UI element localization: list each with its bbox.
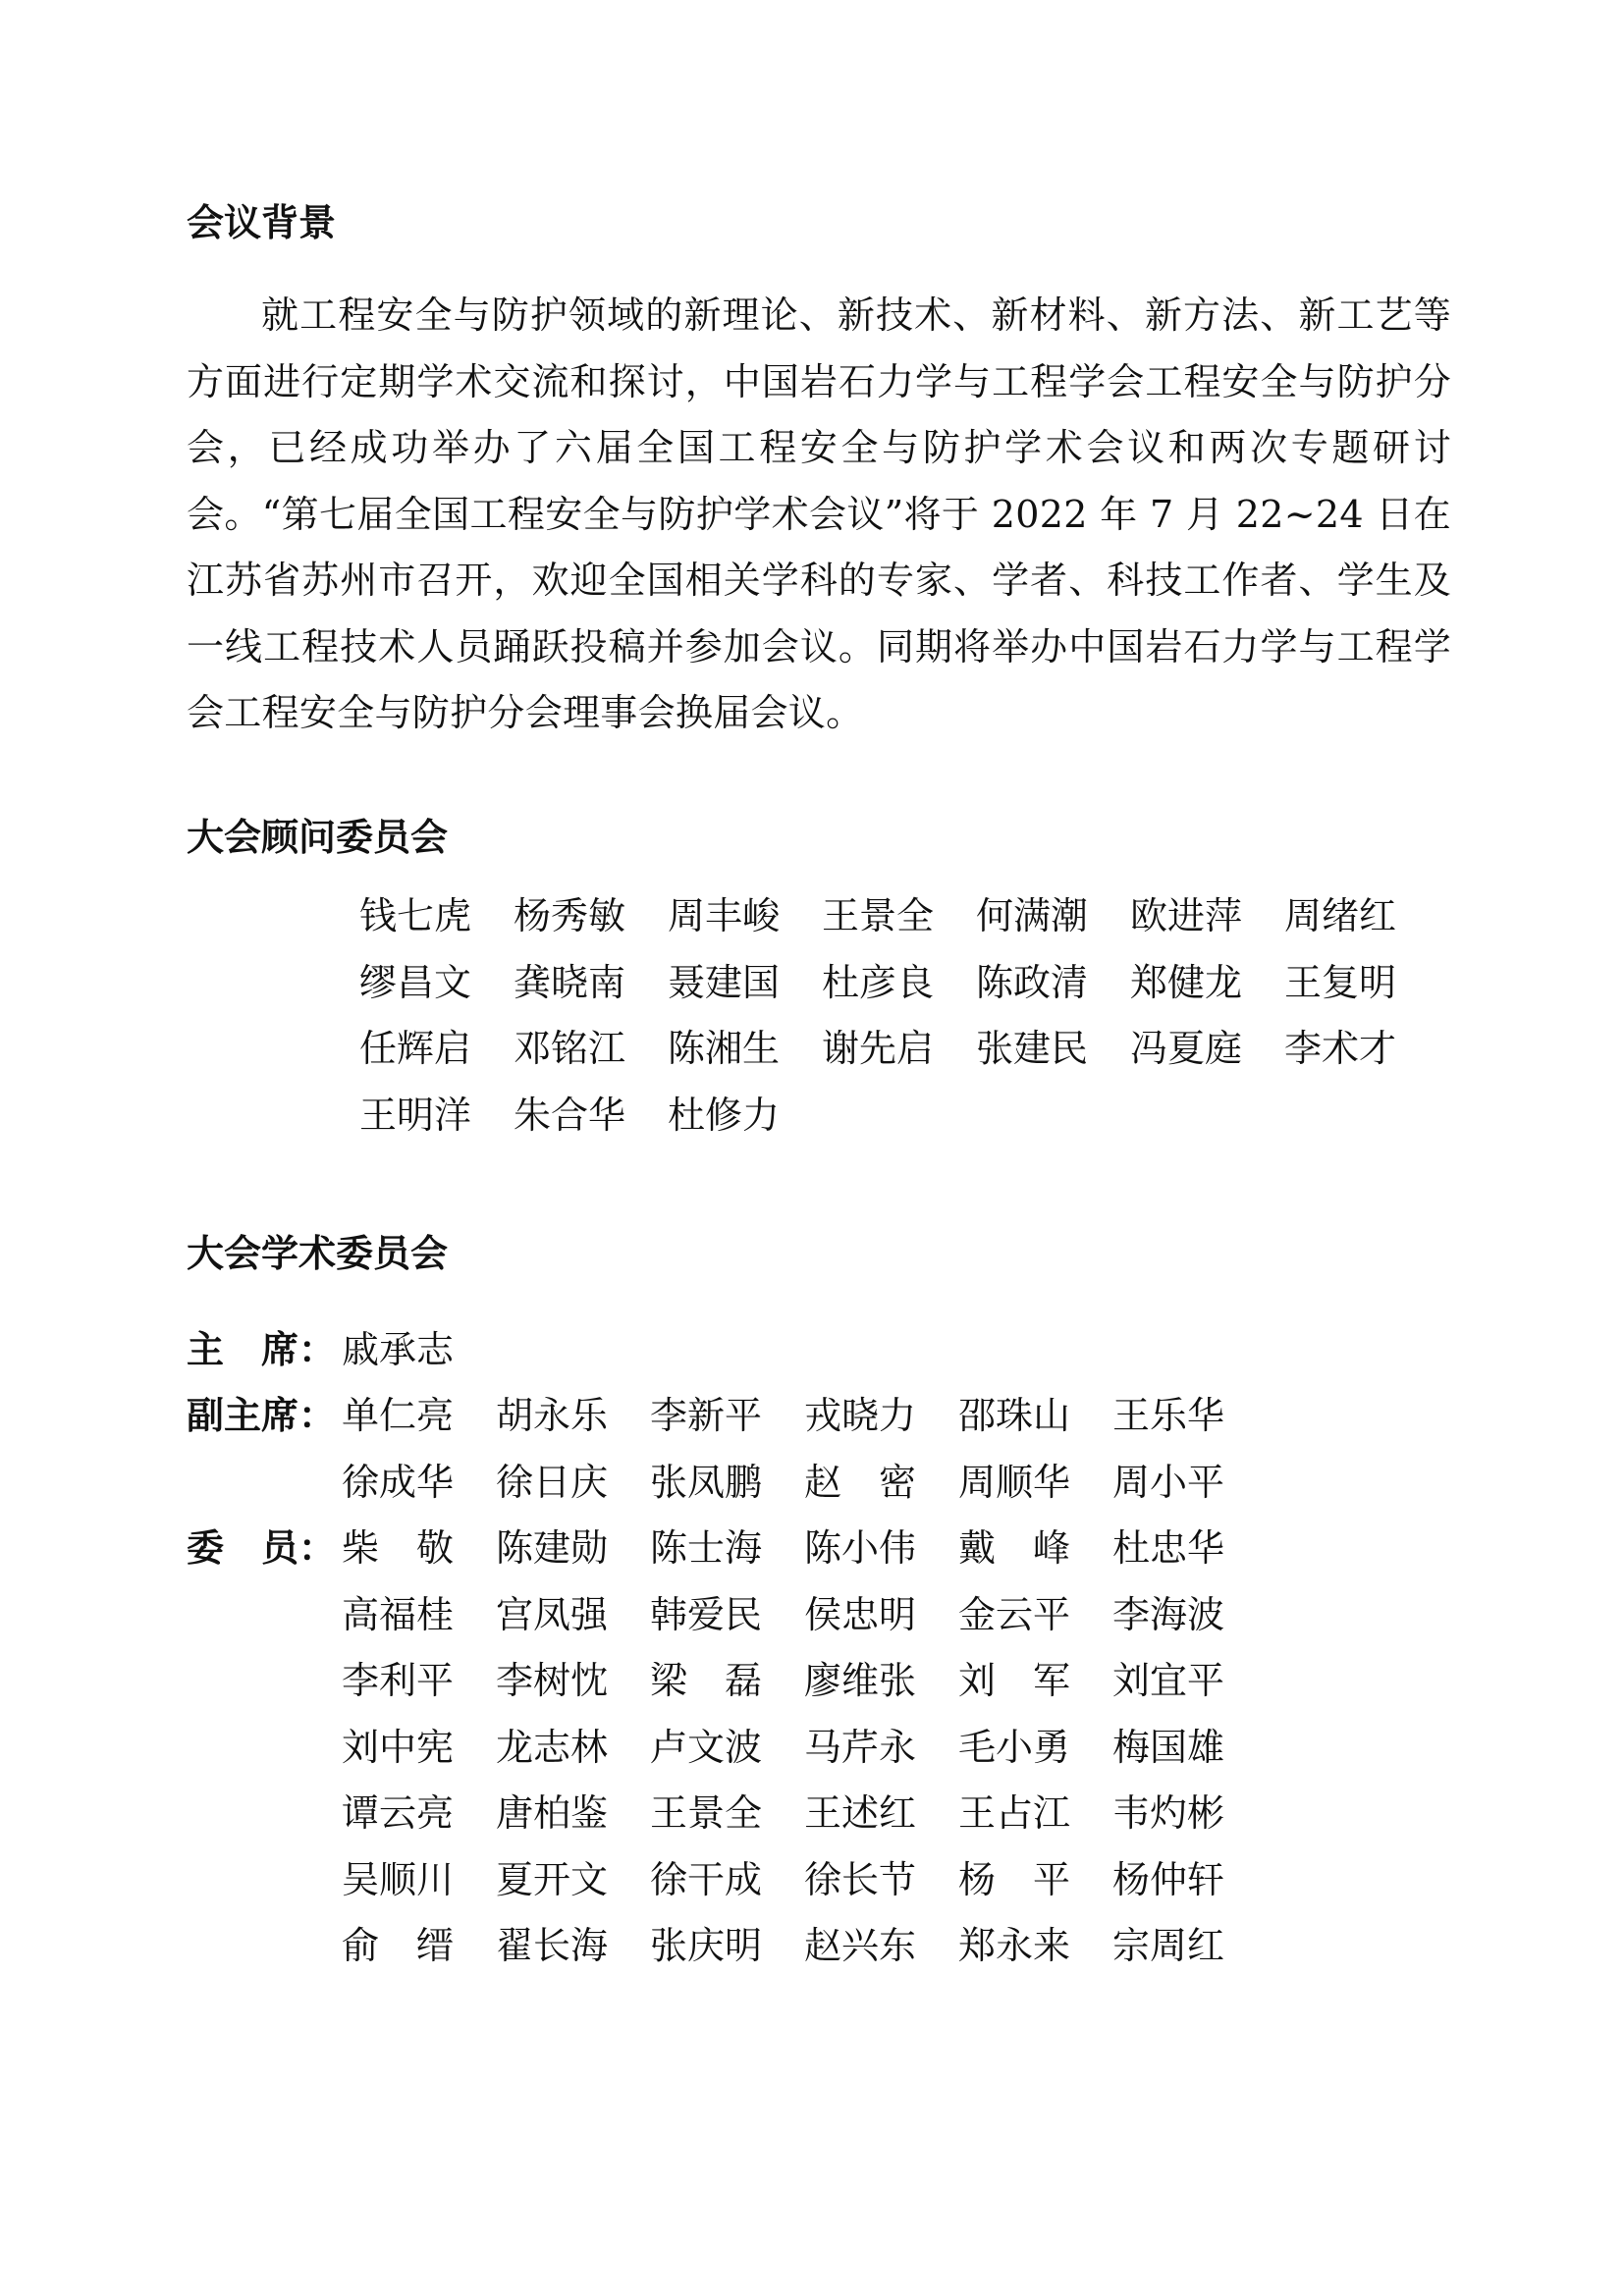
committee-member-name: 戴 峰 — [958, 1526, 1070, 1570]
committee-member-name: 郑 健 龙 — [1130, 960, 1243, 1004]
committee-member-name: 周 丰 峻 — [668, 894, 781, 937]
committee-member-name: 马 芹 永 — [804, 1725, 917, 1769]
committee-member-name: 徐 干 成 — [650, 1857, 763, 1901]
committee-member-name: 李 术 才 — [1284, 1027, 1397, 1070]
committee-member-name: 宗 周 红 — [1112, 1924, 1225, 1967]
committee-member-name: 吴 顺 川 — [342, 1857, 455, 1901]
advisory-committee-heading: 大会顾问委员会 — [187, 816, 449, 859]
vice-chair-label-colon: ： — [298, 1394, 337, 1437]
member-label-colon: ： — [298, 1526, 337, 1570]
committee-member-name: 王 景 全 — [650, 1791, 763, 1835]
academic-committee-heading: 大会学术委员会 — [187, 1232, 449, 1275]
committee-member-name: 侯 忠 明 — [804, 1592, 917, 1636]
committee-member-name: 王 述 红 — [804, 1791, 917, 1835]
committee-member-name: 龚 晓 南 — [514, 960, 626, 1004]
committee-member-name: 王 明 洋 — [359, 1093, 472, 1137]
committee-member-name: 朱 合 华 — [514, 1093, 626, 1137]
committee-member-name: 陈 士 海 — [650, 1526, 763, 1570]
committee-member-name: 王 乐 华 — [1112, 1394, 1225, 1437]
committee-member-name: 刘 中 宪 — [342, 1725, 455, 1769]
committee-member-name: 陈 建 勋 — [496, 1526, 609, 1570]
committee-member-name: 李 海 波 — [1112, 1592, 1225, 1636]
committee-member-name: 邓 铭 江 — [514, 1027, 626, 1070]
committee-member-name: 唐 柏 鉴 — [496, 1791, 609, 1835]
committee-member-name: 缪 昌 文 — [359, 960, 472, 1004]
member-row — [187, 1526, 1267, 1994]
committee-member-name: 刘 军 — [958, 1659, 1070, 1702]
chair-names — [342, 1328, 1267, 1398]
committee-member-name: 李 新 平 — [650, 1394, 763, 1437]
committee-member-name: 王 景 全 — [822, 894, 935, 937]
committee-member-name: 赵 密 — [804, 1460, 916, 1504]
committee-member-name: 卢 文 波 — [650, 1725, 763, 1769]
committee-member-name: 赵 兴 东 — [804, 1924, 917, 1967]
advisory-committee-names — [359, 894, 1438, 1162]
member-label — [187, 1526, 342, 1570]
vice-chair-names — [342, 1394, 1267, 1529]
member-names — [342, 1526, 1267, 1994]
committee-member-name: 钱 七 虎 — [359, 894, 472, 937]
committee-member-name: 周 小 平 — [1112, 1460, 1225, 1504]
background-paragraph: 就工程安全与防护领域的新理论、新技术、新材料、新方法、新工艺等方面进行定期学术交流和探讨，中国岩石力学与工程学会工程安全与防护分会，已经成功举办了六届全国工程安全与防护学术会议和两次专题研讨会。“第七届全国工程安全与防护学术会议”将于 2022 年 7 月 22~24 日在江苏省苏州市召开，欢迎全国相关学科的专家、学者、科技工作者、学生及一线工程技术人员踊跃投稿并参加会议。同期将举办中国岩石力学与工程学会工程安全与防护分会理事会换届会议。 — [187, 294, 1451, 734]
committee-member-name: 梅 国 雄 — [1112, 1725, 1225, 1769]
committee-member-name: 戎 晓 力 — [804, 1394, 917, 1437]
chair-label-text: 主 席 — [187, 1328, 298, 1371]
committee-member-name: 王 复 明 — [1284, 960, 1397, 1004]
committee-member-name: 夏 开 文 — [496, 1857, 609, 1901]
committee-member-name: 邵 珠 山 — [958, 1394, 1071, 1437]
committee-member-name: 单 仁 亮 — [342, 1394, 455, 1437]
member-label-text: 委 员 — [187, 1526, 298, 1570]
committee-member-name: 梁 磊 — [650, 1659, 762, 1702]
committee-member-name: 徐 成 华 — [342, 1460, 455, 1504]
committee-member-name: 欧 进 萍 — [1130, 894, 1243, 937]
committee-member-name: 杨 秀 敏 — [514, 894, 626, 937]
committee-member-name: 王 占 江 — [958, 1791, 1071, 1835]
background-heading: 会议背景 — [187, 201, 337, 244]
committee-member-name: 徐 长 节 — [804, 1857, 917, 1901]
committee-member-name: 胡 永 乐 — [496, 1394, 609, 1437]
committee-member-name: 柴 敬 — [342, 1526, 454, 1570]
committee-member-name: 宫 凤 强 — [496, 1592, 609, 1636]
committee-member-name: 杜 彦 良 — [822, 960, 935, 1004]
committee-member-name: 周 顺 华 — [958, 1460, 1071, 1504]
committee-member-name: 张 庆 明 — [650, 1924, 763, 1967]
committee-member-name: 韦 灼 彬 — [1112, 1791, 1225, 1835]
committee-member-name: 廖 维 张 — [804, 1659, 917, 1702]
committee-member-name: 周 绪 红 — [1284, 894, 1397, 937]
committee-member-name: 戚 承 志 — [342, 1328, 455, 1371]
committee-member-name: 郑 永 来 — [958, 1924, 1071, 1967]
committee-member-name: 韩 爱 民 — [650, 1592, 763, 1636]
committee-member-name: 高 福 桂 — [342, 1592, 455, 1636]
vice-chair-label-text: 副 主 席 — [187, 1394, 299, 1437]
committee-member-name: 杜 修 力 — [668, 1093, 781, 1137]
vice-chair-row — [187, 1394, 1267, 1529]
committee-member-name: 俞 缙 — [342, 1924, 454, 1967]
committee-member-name: 谢 先 启 — [822, 1027, 935, 1070]
committee-member-name: 谭 云 亮 — [342, 1791, 455, 1835]
chair-label — [187, 1328, 342, 1371]
committee-member-name: 任 辉 启 — [359, 1027, 472, 1070]
committee-member-name: 何 满 潮 — [976, 894, 1089, 937]
committee-member-name: 聂 建 国 — [668, 960, 781, 1004]
committee-member-name: 张 建 民 — [976, 1027, 1089, 1070]
committee-member-name: 龙 志 林 — [496, 1725, 609, 1769]
committee-member-name: 杜 忠 华 — [1112, 1526, 1225, 1570]
committee-member-name: 李 利 平 — [342, 1659, 455, 1702]
committee-member-name: 张 凤 鹏 — [650, 1460, 763, 1504]
committee-member-name: 翟 长 海 — [496, 1924, 609, 1967]
chair-row — [187, 1328, 1267, 1398]
chair-label-colon: ： — [298, 1328, 337, 1371]
committee-member-name: 李 树 忱 — [496, 1659, 609, 1702]
committee-member-name: 陈 小 伟 — [804, 1526, 917, 1570]
committee-member-name: 杨 仲 轩 — [1112, 1857, 1225, 1901]
committee-member-name: 徐 日 庆 — [496, 1460, 609, 1504]
committee-member-name: 陈 湘 生 — [668, 1027, 781, 1070]
committee-member-name: 冯 夏 庭 — [1130, 1027, 1243, 1070]
committee-member-name: 陈 政 清 — [976, 960, 1089, 1004]
committee-member-name: 金 云 平 — [958, 1592, 1071, 1636]
committee-member-name: 刘 宜 平 — [1112, 1659, 1225, 1702]
vice-chair-label — [187, 1394, 342, 1437]
committee-member-name: 杨 平 — [958, 1857, 1070, 1901]
committee-member-name: 毛 小 勇 — [958, 1725, 1071, 1769]
